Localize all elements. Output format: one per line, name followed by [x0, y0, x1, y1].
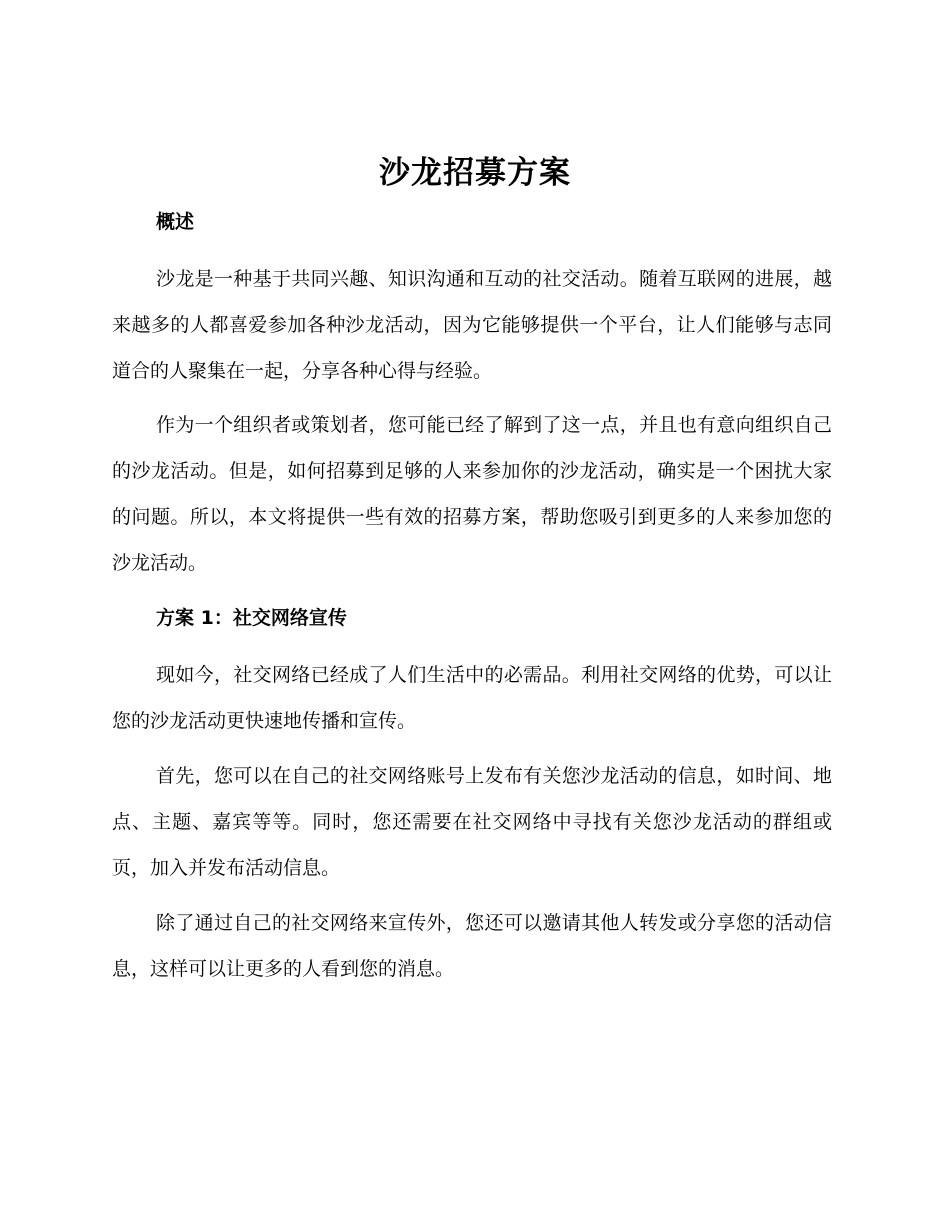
document-title: 沙龙招募方案 [379, 155, 571, 191]
paragraph-plan1-1: 现如今，社交网络已经成了人们生活中的必需品。利用社交网络的优势，可以让您的沙龙活动更快速地传播和宣传。 [112, 664, 832, 732]
paragraph-overview-2: 作为一个组织者或策划者，您可能已经了解到了这一点，并且也有意向组织自己的沙龙活动。但是，如何招募到足够的人来参加你的沙龙活动，确实是一个困扰大家的问题。所以，本文将提供一些有效的招募方案，帮助您吸引到更多的人来参加您的沙龙活动。 [112, 414, 832, 574]
section-heading-overview: 概述 [156, 211, 195, 233]
paragraph-plan1-2: 首先，您可以在自己的社交网络账号上发布有关您沙龙活动的信息，如时间、地点、主题、嘉宾等等。同时，您还需要在社交网络中寻找有关您沙龙活动的群组或页，加入并发布活动信息。 [112, 765, 832, 879]
paragraph-overview-1: 沙龙是一种基于共同兴趣、知识沟通和互动的社交活动。随着互联网的进展，越来越多的人都喜爱参加各种沙龙活动，因为它能够提供一个平台，让人们能够与志同道合的人聚集在一起，分享各种心得与经验。 [112, 268, 832, 382]
paragraph-plan1-3: 除了通过自己的社交网络来宣传外，您还可以邀请其他人转发或分享您的活动信息，这样可以让更多的人看到您的消息。 [112, 912, 832, 980]
section-heading-plan1: 方案 1：社交网络宣传 [156, 607, 347, 629]
